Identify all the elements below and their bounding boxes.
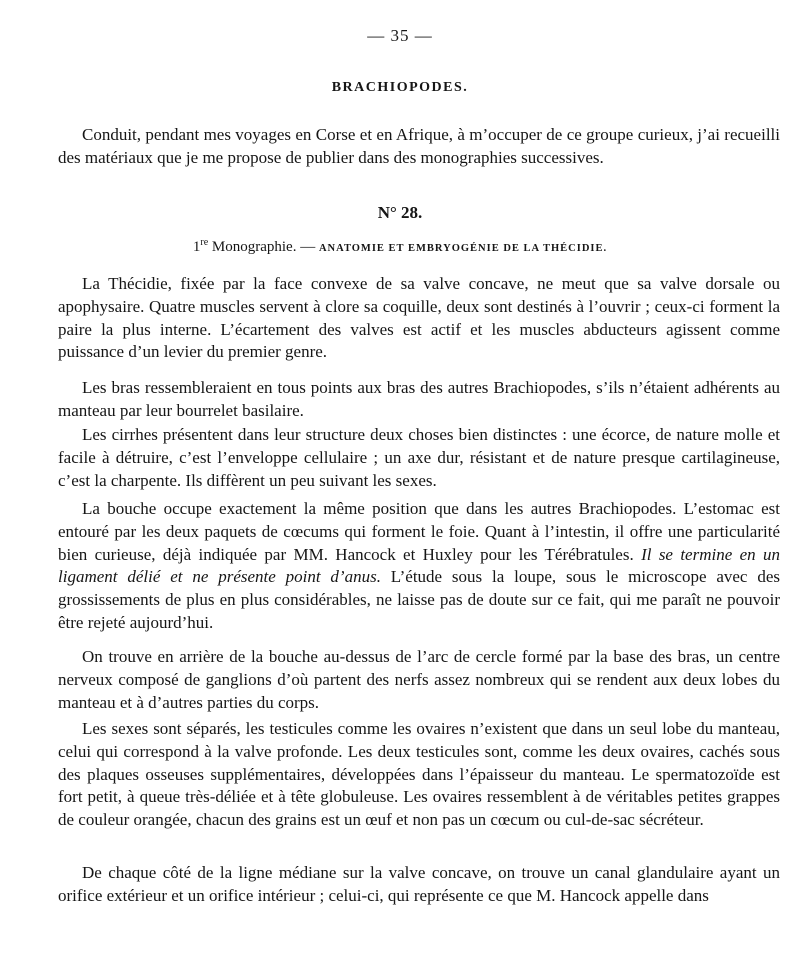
paragraph-7: De chaque côté de la ligne médiane sur la valve concave, on trouve un canal glandulaire ayant un orifice extérieur et un orifice intérieur ; celui-ci, qui représente ce que M. Hancock appelle dans (58, 863, 780, 905)
paragraph-1: La Thécidie, fixée par la face convexe de sa valve concave, ne meut que sa valve dorsale ou apophysaire. Quatre muscles servent à clore sa coquille, deux sont destinés à l’ouvrir ; ceux-ci forment la paire la plus interne. L’écartement des valves est actif et les muscles abducteurs agissent comme puissance d’un levier du premier genre. (58, 274, 780, 362)
paragraph-6: Les sexes sont séparés, les testicules comme les ovaires n’existent que dans un seul lobe du manteau, celui qui correspond à la valve profonde. Les deux testicules sont, comme les deux ovaires, cachés sous des plaques osseuses supplémentaires, développées dans l’épaisseur du manteau. Le spermatozoïde est fort petit, à queue très-déliée et à tête globuleuse. Les ovaires ressemblent à de véritables petites grappes de couleur orangée, chacun des grains est un œuf et non pas un cœcum ou cul-de-sac sécréteur. (58, 719, 780, 830)
paragraph-4-text-b: L’étude sous la loupe, sous le microscope avec des grossissements de plus en plus considérables, ne laisse pas de doute sur ce fait, qui me paraît ne pouvoir être rejeté aujourd’hui. (58, 567, 780, 632)
paragraph-4-italic: Il se termine en un ligament délié et ne présente point d’anus. (58, 544, 781, 587)
intro-paragraph: Conduit, pendant mes voyages en Corse et en Afrique, à m’occuper de ce groupe curieux, j’ai recueilli des matériaux que je me propose de publier dans des monographies successives. (58, 125, 780, 167)
monograph-label: Monographie. — (208, 239, 319, 255)
monograph-ordinal-sup: re (200, 237, 209, 248)
paragraph-5: On trouve en arrière de la bouche au-dessus de l’arc de cercle formé par la base des bras, un centre nerveux composé de ganglions d’où partent des nerfs assez nombreux qui se rendent aux deux lobes du manteau et à d’autres parties du corps. (58, 647, 780, 712)
monograph-subtitle (0, 237, 800, 256)
monograph-title: ANATOMIE ET EMBRYOGÉNIE DE LA THÉCIDIE. (318, 243, 608, 254)
paragraph-2: Les bras ressembleraient en tous points aux bras des autres Brachiopodes, s’ils n’étaient adhérents au manteau par leur bourrelet basilaire. (58, 378, 780, 420)
page-number: — 35 — (367, 26, 433, 45)
paragraph-4 (58, 498, 780, 635)
monograph-ordinal: 1 (192, 239, 201, 255)
monograph-number: N° 28. (377, 203, 423, 222)
section-heading: BRACHIOPODES. (331, 80, 469, 95)
paragraph-4-text-a: La bouche occupe exactement la même position que dans les autres Brachiopodes. L’estomac est entouré par les deux paquets de cœcums qui forment le foie. Quant à l’intestin, il offre une particularité bien curieuse, déjà indiquée par MM. Hancock et Huxley pour les Térébratules. (58, 499, 780, 564)
paragraph-3: Les cirrhes présentent dans leur structure deux choses bien distinctes : une écorce, de nature molle et facile à détruire, c’est l’enveloppe cellulaire ; un axe dur, résistant et de nature presque cartilagineuse, c’est la charpente. Ils diffèrent un peu suivant les sexes. (58, 425, 780, 490)
